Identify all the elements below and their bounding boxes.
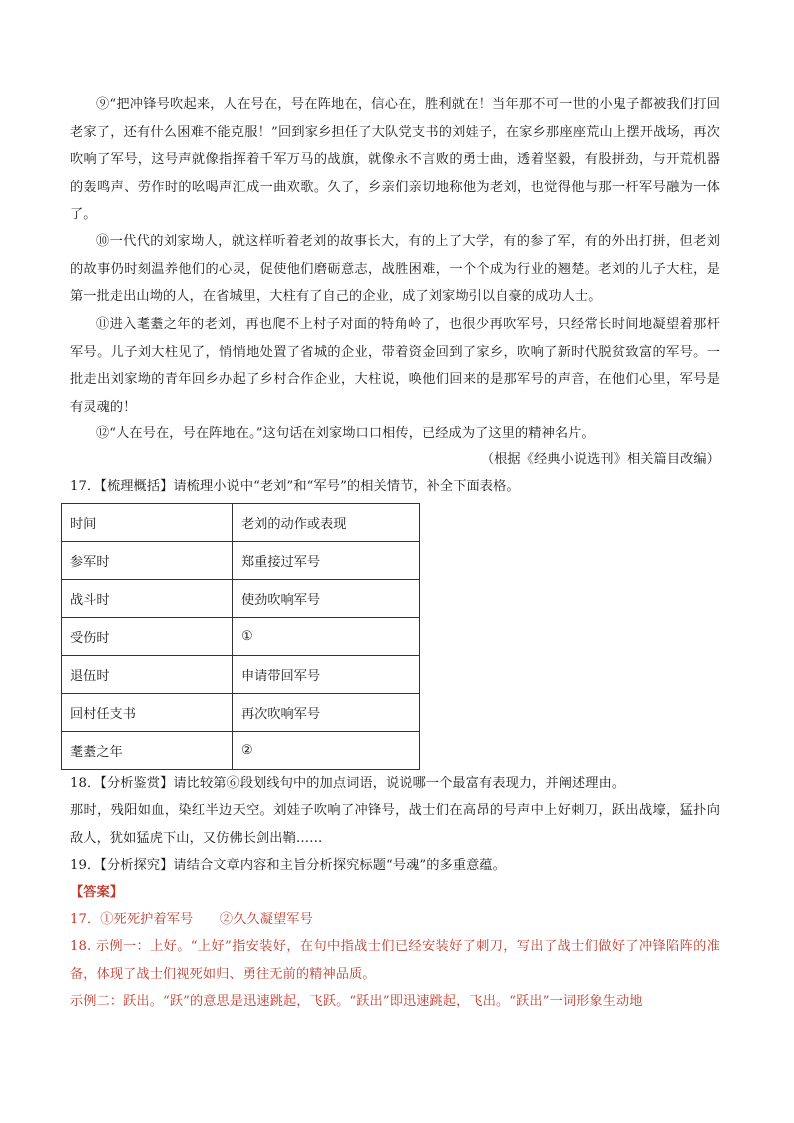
answer-18-example-1: 18. 示例一：上好。“上好”指安装好，在句中指战士们已经安装好了刺刀，写出了战士们做好了冲锋陷阵的准备，体现了战士们视死如归、勇往无前的精神品质。 — [70, 939, 720, 982]
table-header-cell: 时间 — [62, 504, 233, 542]
question-18-quote: 那时，残阳如血，染红半边天空。刘娃子吹响了冲锋号，战士们在高昂的号声中上好刺刀，跃出战壕，猛扑向敌人，犹如猛虎下山，又仿佛长剑出鞘…… — [70, 803, 720, 846]
table-row — [62, 732, 420, 770]
table-row — [62, 618, 420, 656]
table-cell-action: 使劲吹响军号 — [233, 580, 420, 618]
table-cell-time: 回村任支书 — [62, 694, 233, 732]
table-cell-action: 申请带回军号 — [233, 656, 420, 694]
table-cell-time: 耄耋之年 — [62, 732, 233, 770]
paragraph-12: ⑫“人在号在，号在阵地在。”这句话在刘家坳口口相传，已经成为了这里的精神名片。 — [96, 426, 595, 441]
question-18-prompt: 18．【分析鉴赏】请比较第⑥段划线句中的加点词语，说说哪一个最富有表现力，并阐述理由。 — [70, 776, 626, 791]
table-header-row — [62, 504, 420, 542]
table-cell-time: 参军时 — [62, 542, 233, 580]
table-cell-time: 战斗时 — [62, 580, 233, 618]
table-row — [62, 542, 420, 580]
table-row — [62, 580, 420, 618]
table-cell-time: 退伍时 — [62, 656, 233, 694]
table-cell-action: 再次吹响军号 — [233, 694, 420, 732]
paragraph-11: ⑪进入耄耋之年的老刘，再也爬不上村子对面的特角岭了，也很少再吹军号，只经常长时间地凝望着那杆军号。儿子刘大柱见了，悄悄地处置了省城的企业，带着资金回到了家乡，吹响了新时代脱贫致富的军号。一批走出刘家坳的青年回乡办起了乡村合作企业，大柱说，唤他们回来的是那军号的声音，在他们心里，军号是有灵魂的！ — [70, 317, 720, 415]
answer-18-example-2: 示例二：跃出。“跃”的意思是迅速跳起，飞跃。“跃出”即迅速跳起，飞出。“跃出”一词形象生动地 — [70, 994, 643, 1009]
table-row — [62, 694, 420, 732]
question-17-prompt: 17．【梳理概括】请梳理小说中“老刘”和“军号”的相关情节，补全下面表格。 — [70, 479, 520, 494]
paragraph-10: ⑩一代代的刘家坳人，就这样听着老刘的故事长大，有的上了大学，有的参了军，有的外出打拼，但老刘的故事仍时刻温养他们的心灵，促使他们磨砺意志，战胜困难，一个个成为行业的翘楚。老刘的儿子大柱，是第一批走出山坳的人，在省城里，大柱有了自己的企业，成了刘家坳引以自豪的成功人士。 — [70, 234, 720, 304]
table-cell-action: ① — [233, 618, 420, 656]
answer-17: 17．①死死护着军号 ②久久凝望军号 — [70, 912, 313, 927]
answer-label: 【答案】 — [70, 885, 124, 900]
question-17-table — [61, 503, 420, 770]
table-cell-time: 受伤时 — [62, 618, 233, 656]
table-row — [62, 656, 420, 694]
paragraph-9: ⑨“把冲锋号吹起来，人在号在，号在阵地在，信心在，胜利就在！当年那不可一世的小鬼子都被我们打回老家了，还有什么困难不能克服！”回到家乡担任了大队党支书的刘娃子，在家乡那座座荒山上摆开战场，再次吹响了军号，这号声就像指挥着千军万马的战旗，就像永不言败的勇士曲，透着坚毅，有股拼劲，与开荒机器的轰鸣声、劳作时的吆喝声汇成一曲欢歌。久了，乡亲们亲切地称他为老刘，也觉得他与那一杆军号融为一体了。 — [70, 97, 720, 222]
question-19-prompt: 19．【分析探究】请结合文章内容和主旨分析探究标题“号魂”的多重意蕴。 — [70, 858, 506, 873]
table-header-cell: 老刘的动作或表现 — [233, 504, 420, 542]
table-cell-action: ② — [233, 732, 420, 770]
table-cell-action: 郑重接过军号 — [233, 542, 420, 580]
source-note: （根据《经典小说选刊》相关篇目改编） — [480, 452, 720, 467]
